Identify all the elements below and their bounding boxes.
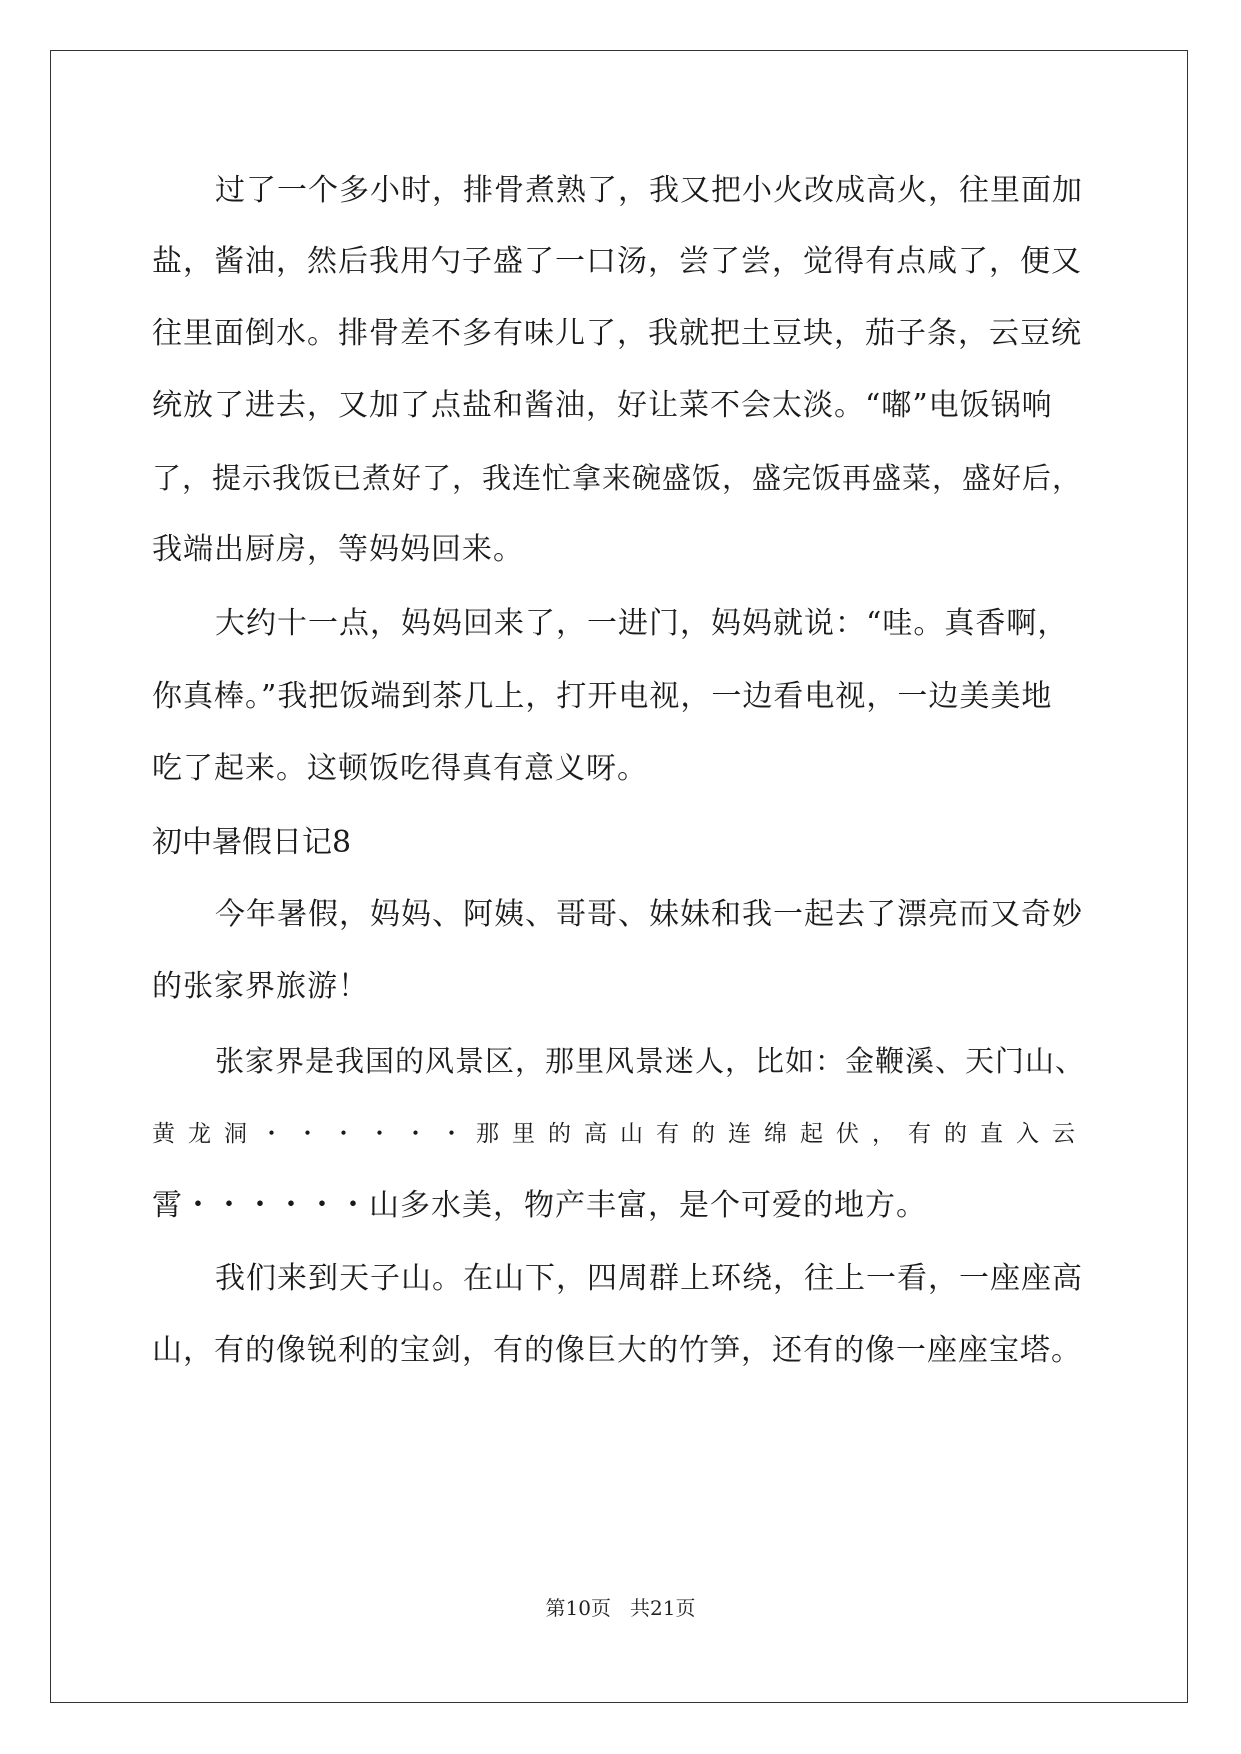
text-line: 我端出厨房，等妈妈回来。	[152, 532, 524, 567]
page-number: 第10页	[545, 1596, 611, 1620]
text-line: 统放了进去，又加了点盐和酱油，好让菜不会太淡。“嘟”电饭锅响	[152, 388, 1053, 423]
text-line: 今年暑假，妈妈、阿姨、哥哥、妹妹和我一起去了漂亮而又奇妙	[215, 897, 1083, 932]
text-line: 黄龙洞・・・・・・那里的高山有的连绵起伏，有的直入云	[152, 1121, 1088, 1147]
page-border	[50, 50, 1188, 1703]
text-line: 我们来到天子山。在山下，四周群上环绕，往上一看，一座座高	[215, 1261, 1083, 1296]
text-line: 你真棒。”我把饭端到茶几上，打开电视，一边看电视，一边美美地	[152, 679, 1053, 714]
text-line: 往里面倒水。排骨差不多有味儿了，我就把土豆块，茄子条，云豆统	[152, 316, 1082, 351]
text-line: 的张家界旅游！	[152, 969, 369, 1004]
page-total: 共21页	[630, 1596, 696, 1620]
text-line: 张家界是我国的风景区，那里风景迷人，比如：金鞭溪、天门山、	[215, 1044, 1086, 1078]
text-line: 了，提示我饭已煮好了，我连忙拿来碗盛饭，盛完饭再盛菜，盛好后，	[152, 461, 1083, 495]
text-line: 山，有的像锐利的宝剑，有的像巨大的竹笋，还有的像一座座宝塔。	[152, 1333, 1082, 1368]
text-line: 吃了起来。这顿饭吃得真有意义呀。	[152, 751, 648, 786]
text-line: 过了一个多小时，排骨煮熟了，我又把小火改成高火，往里面加	[215, 173, 1083, 208]
text-line: 盐，酱油，然后我用勺子盛了一口汤，尝了尝，觉得有点咸了，便又	[152, 244, 1082, 279]
text-line: 霄・・・・・・山多水美，物产丰富，是个可爱的地方。	[152, 1188, 927, 1223]
text-line: 大约十一点，妈妈回来了，一进门，妈妈就说：“哇。真香啊，	[215, 606, 1069, 641]
page-footer	[0, 1594, 1241, 1622]
section-heading: 初中暑假日记8	[152, 825, 352, 860]
